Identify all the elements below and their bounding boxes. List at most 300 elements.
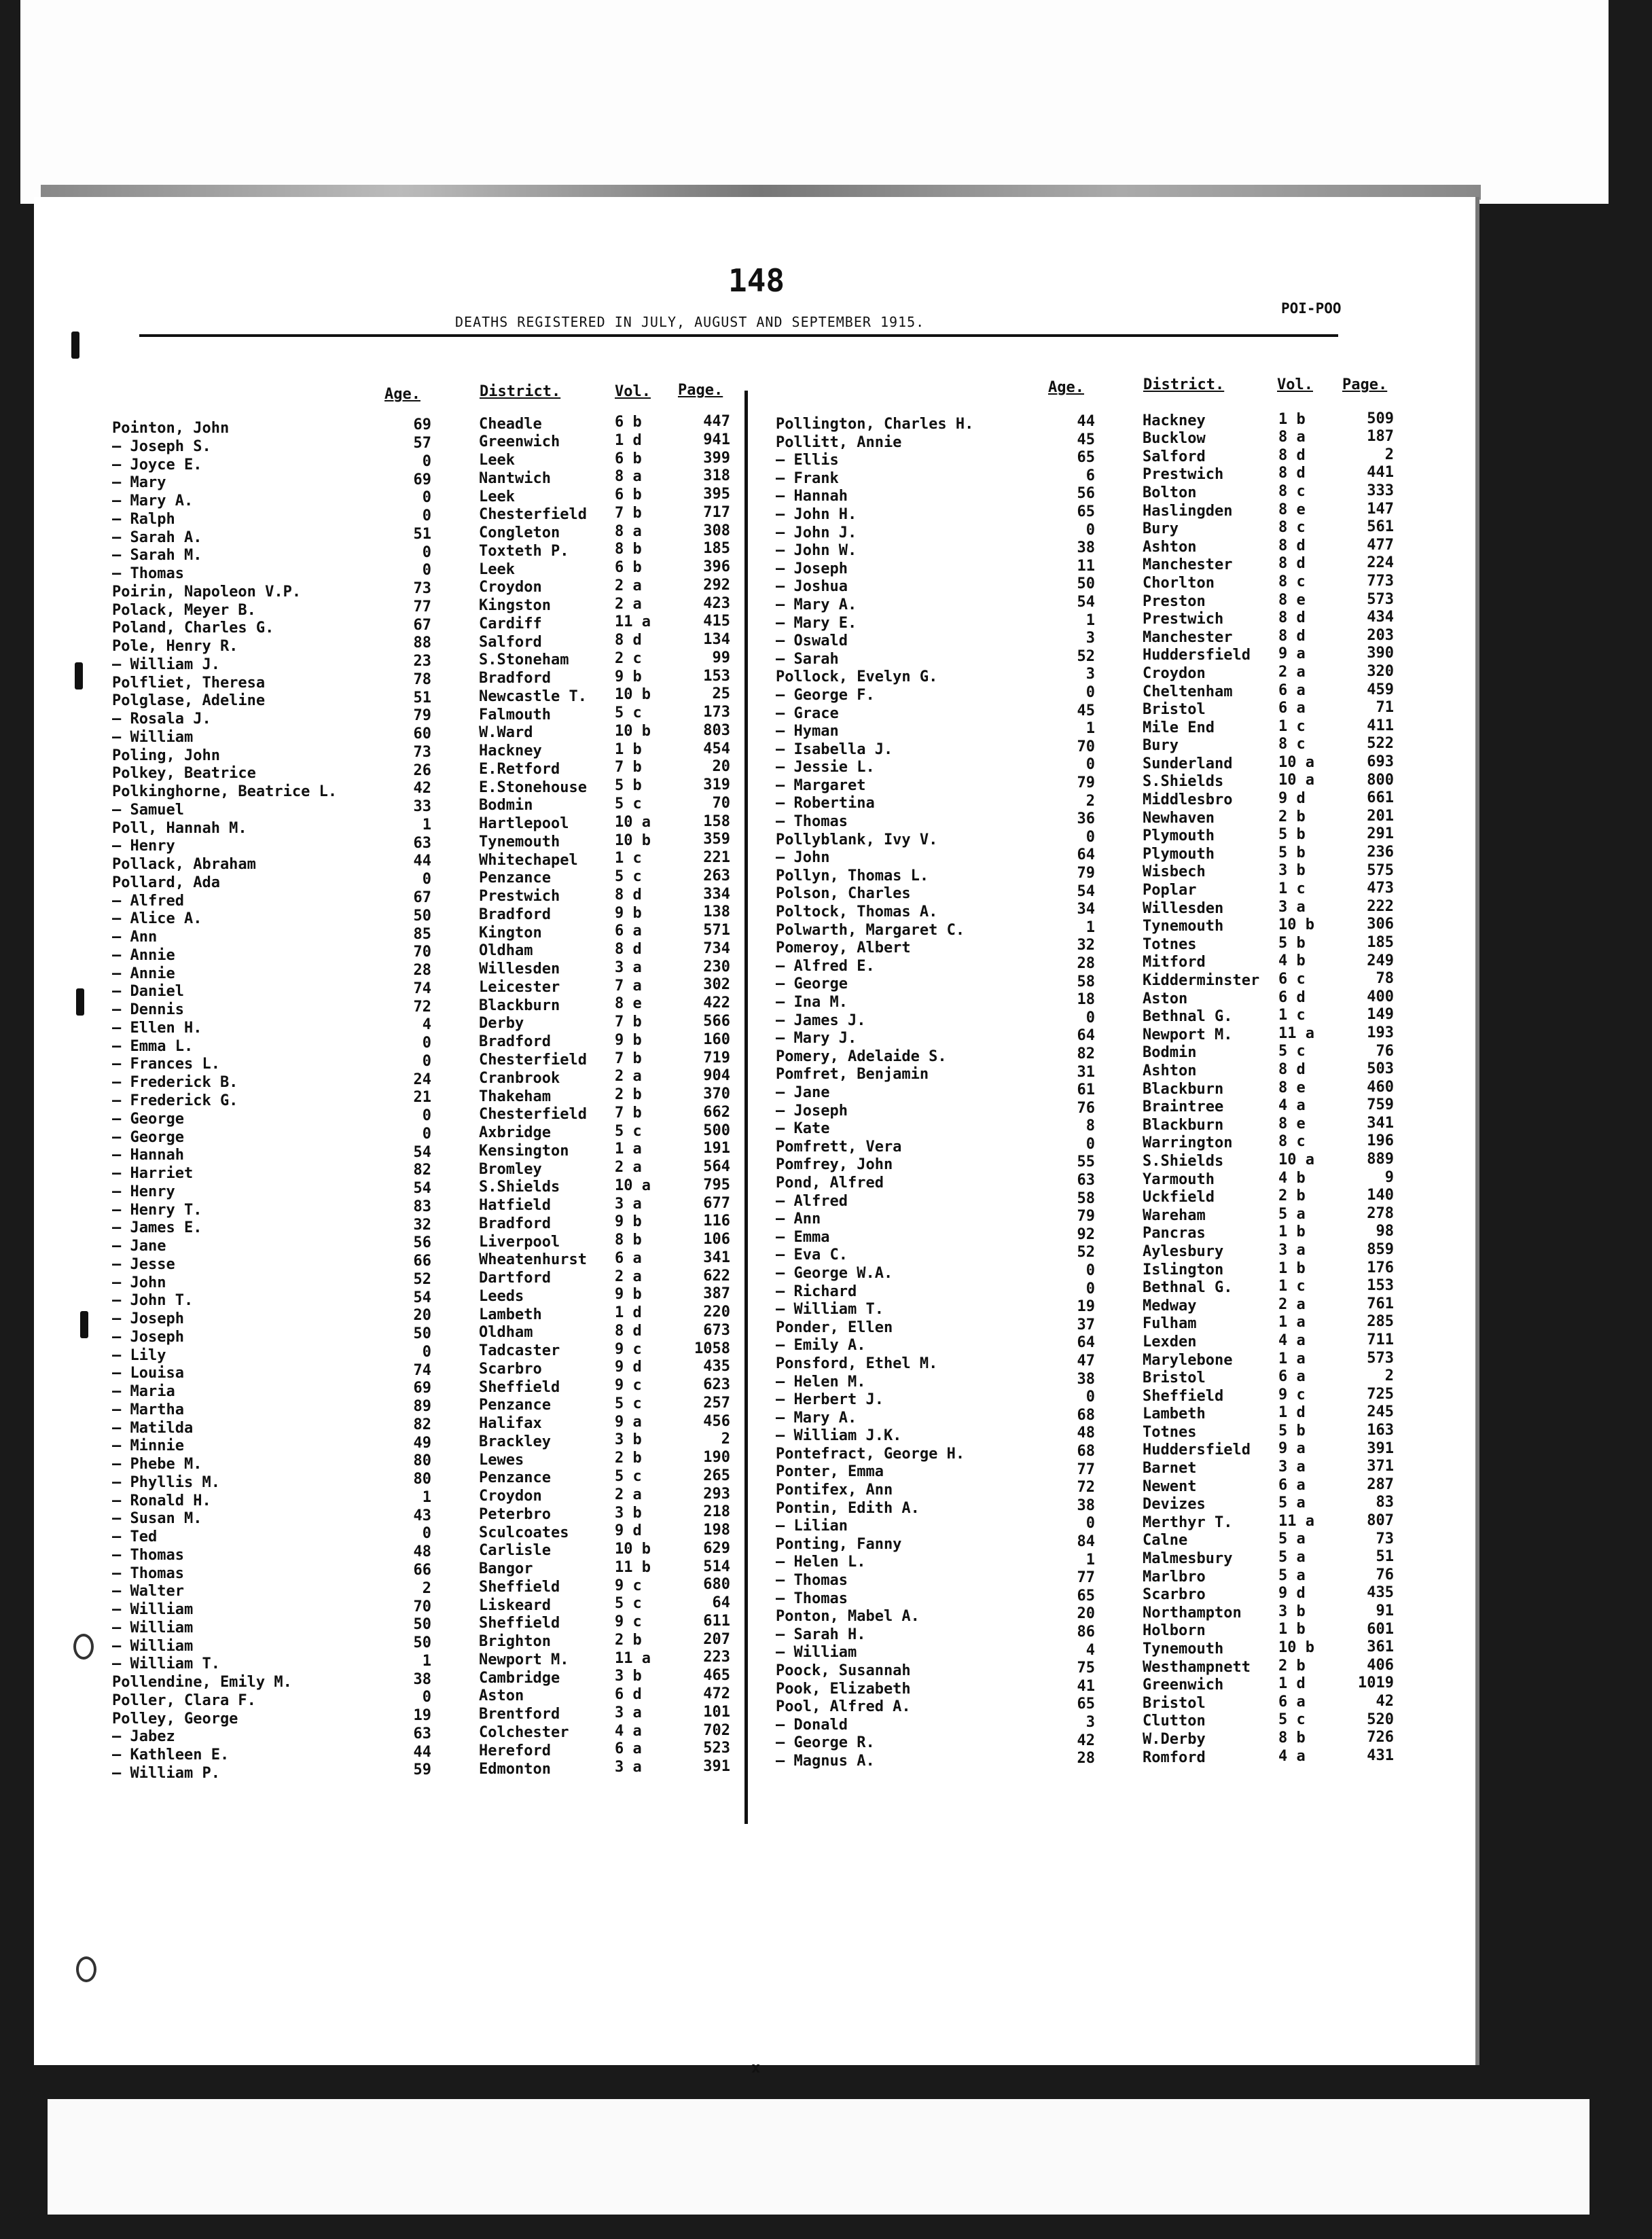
entry-district: Marlbro — [1143, 1568, 1206, 1586]
entry-page: 459 — [1367, 681, 1394, 698]
entry-age: 2 — [422, 1579, 431, 1597]
entry-vol: 5 a — [1278, 1566, 1306, 1584]
entry-age: 0 — [422, 507, 431, 525]
entry-vol: 6 a — [615, 1249, 642, 1267]
entry-age: 66 — [413, 1561, 431, 1579]
entry-district: Lambeth — [1143, 1405, 1206, 1423]
entry-district: Bromley — [479, 1160, 542, 1178]
entry-vol: 1 b — [1278, 410, 1306, 428]
binding-mark — [75, 662, 83, 689]
entry-district: Liskeard — [479, 1596, 551, 1614]
entry-vol: 1 d — [615, 1304, 642, 1322]
entry-district: Greenwich — [1143, 1677, 1224, 1694]
entry-age: 70 — [1077, 738, 1095, 755]
entry-vol: 6 c — [1278, 971, 1306, 988]
entry-page: 773 — [1367, 573, 1394, 590]
entry-age: 0 — [422, 1125, 431, 1143]
entry-vol: 9 d — [615, 1359, 642, 1376]
entry-name: — Emma — [776, 1228, 830, 1246]
entry-district: Ashton — [1143, 538, 1197, 556]
entry-page: 522 — [1367, 735, 1394, 753]
entry-district: Bristol — [1143, 1369, 1206, 1387]
entry-district: E.Stonehouse — [479, 778, 587, 796]
entry-age: 23 — [413, 653, 431, 670]
entry-district: Croydon — [1143, 664, 1206, 682]
entry-name: Pole, Henry R. — [112, 638, 238, 656]
entry-name: Poling, John — [112, 747, 220, 764]
entry-page: 761 — [1367, 1295, 1394, 1312]
entry-name: Polkey, Beatrice — [112, 765, 256, 783]
entry-district: Leeds — [479, 1287, 524, 1305]
entry-age: 54 — [413, 1143, 431, 1161]
entry-district: E.Retford — [479, 760, 560, 778]
entry-district: Bradford — [479, 670, 551, 687]
entry-page: 224 — [1367, 554, 1394, 572]
entry-page: 149 — [1367, 1006, 1394, 1024]
entry-district: Penzance — [479, 870, 551, 887]
entry-district: Devizes — [1143, 1496, 1206, 1513]
entry-vol: 1 c — [615, 850, 642, 867]
entry-age: 38 — [1077, 539, 1095, 557]
entry-name: — Ellis — [776, 452, 839, 469]
entry-age: 0 — [422, 1035, 431, 1052]
entry-name: — William — [112, 1619, 194, 1636]
entry-page: 734 — [703, 939, 730, 957]
entry-page: 361 — [1367, 1638, 1394, 1656]
entry-page: 431 — [1367, 1747, 1394, 1764]
entry-age: 18 — [1077, 991, 1095, 1009]
entry-district: Prestwich — [1143, 466, 1224, 484]
entry-page: 221 — [703, 849, 730, 867]
entry-age: 77 — [413, 598, 431, 615]
entry-name: Pond, Alfred — [776, 1174, 884, 1192]
entry-page: 51 — [1376, 1548, 1394, 1566]
entry-name: — Frederick B. — [112, 1074, 238, 1092]
page-title: DEATHS REGISTERED IN JULY, AUGUST AND SEPTEMBER 1915. — [455, 314, 925, 330]
entry-vol: 9 c — [1278, 1386, 1306, 1403]
entry-age: 45 — [1077, 702, 1095, 719]
entry-age: 74 — [413, 980, 431, 997]
entry-name: Pollyn, Thomas L. — [776, 867, 929, 884]
entry-district: Islington — [1143, 1261, 1224, 1278]
entry-vol: 3 a — [615, 1704, 642, 1721]
entry-age: 50 — [413, 1325, 431, 1343]
entry-page: 904 — [703, 1067, 730, 1085]
entry-name: — William J. — [112, 656, 220, 673]
entry-vol: 11 a — [1278, 1512, 1314, 1530]
entry-age: 70 — [413, 1598, 431, 1615]
entry-district: Totnes — [1143, 935, 1197, 953]
entry-age: 32 — [413, 1216, 431, 1234]
entry-page: 711 — [1367, 1331, 1394, 1349]
entry-district: Hereford — [479, 1742, 551, 1759]
entry-district: Kensington — [479, 1142, 569, 1160]
entry-age: 19 — [413, 1707, 431, 1725]
entry-district: Brighton — [479, 1633, 551, 1651]
entry-vol: 8 b — [1278, 1730, 1306, 1747]
entry-page: 702 — [703, 1721, 730, 1739]
entry-name: — John — [776, 849, 830, 867]
entry-name: Poland, Charles G. — [112, 620, 274, 637]
entry-name: — Sarah — [776, 650, 839, 668]
entry-district: Aston — [479, 1687, 524, 1705]
entry-page: 477 — [1367, 536, 1394, 554]
entry-district: Huddersfield — [1143, 1441, 1251, 1459]
entry-page: 140 — [1367, 1187, 1394, 1204]
entry-vol: 8 c — [1278, 573, 1306, 590]
entry-age: 0 — [1085, 684, 1095, 702]
entry-district: Newport M. — [1143, 1026, 1233, 1043]
entry-name: — Minnie — [112, 1437, 184, 1455]
entry-age: 79 — [1077, 1208, 1095, 1225]
entry-age: 63 — [413, 834, 431, 852]
entry-page: 395 — [703, 486, 730, 503]
entry-page: 341 — [1367, 1114, 1394, 1132]
entry-district: Cheadle — [479, 415, 542, 433]
entry-district: Bradford — [479, 906, 551, 923]
entry-name: — Magnus A. — [776, 1753, 875, 1770]
entry-district: Brackley — [479, 1433, 551, 1450]
entry-page: 406 — [1367, 1656, 1394, 1674]
entry-age: 58 — [1077, 973, 1095, 990]
entry-name: — Joyce E. — [112, 456, 202, 473]
entry-age: 58 — [1077, 1189, 1095, 1207]
entry-name: Pollard, Ada — [112, 874, 220, 891]
entry-name: Pomeroy, Albert — [776, 939, 911, 957]
entry-name: — Henry — [112, 1183, 175, 1200]
entry-name: — James J. — [776, 1011, 866, 1029]
footer-mark: x — [751, 2060, 761, 2077]
entry-vol: 10 a — [1278, 1151, 1314, 1168]
entry-age: 50 — [413, 1634, 431, 1652]
punch-hole — [76, 1956, 96, 1982]
entry-age: 79 — [413, 707, 431, 725]
entry-name: — George — [776, 975, 848, 993]
entry-name: — Alice A. — [112, 910, 202, 928]
entry-vol: 9 c — [615, 1613, 642, 1631]
entry-vol: 5 a — [1278, 1549, 1306, 1566]
entry-page: 173 — [703, 704, 730, 721]
entry-district: Huddersfield — [1143, 647, 1251, 664]
entry-page: 222 — [1367, 897, 1394, 915]
entry-name: Pomfrett, Vera — [776, 1138, 902, 1156]
entry-age: 73 — [413, 580, 431, 598]
entry-name: Pook, Elizabeth — [776, 1680, 911, 1698]
entry-name: — William — [112, 1637, 194, 1655]
entry-age: 0 — [422, 1689, 431, 1706]
entry-name: — Jessie L. — [776, 759, 875, 776]
entry-district: Newport M. — [479, 1651, 569, 1668]
entry-name: — Kathleen E. — [112, 1747, 230, 1764]
entry-age: 4 — [422, 1016, 431, 1034]
entry-age: 54 — [413, 1289, 431, 1306]
entry-page: 693 — [1367, 753, 1394, 770]
entry-vol: 2 b — [615, 1450, 642, 1467]
entry-vol: 9 b — [615, 668, 642, 685]
entry-vol: 3 a — [615, 1759, 642, 1776]
entry-vol: 2 a — [615, 1486, 642, 1503]
entry-vol: 6 a — [1278, 700, 1306, 717]
entry-page: 623 — [703, 1376, 730, 1394]
entry-page: 25 — [712, 685, 730, 703]
entry-vol: 9 a — [615, 1413, 642, 1431]
entry-vol: 6 a — [1278, 1693, 1306, 1710]
entry-age: 70 — [413, 944, 431, 961]
entry-name: Polack, Meyer B. — [112, 601, 256, 619]
entry-district: Wareham — [1143, 1206, 1206, 1224]
entry-vol: 1 b — [1278, 1223, 1306, 1241]
entry-age: 44 — [1077, 413, 1095, 431]
entry-vol: 8 d — [1278, 1061, 1306, 1078]
entry-district: S.Shields — [1143, 773, 1224, 791]
entry-vol: 2 a — [615, 577, 642, 594]
entry-page: 42 — [1376, 1692, 1394, 1710]
entry-name: — Ann — [776, 1211, 821, 1228]
entry-page: 203 — [1367, 626, 1394, 644]
entry-age: 38 — [1077, 1497, 1095, 1514]
entry-district: Lambeth — [479, 1306, 542, 1323]
entry-page: 411 — [1367, 717, 1394, 734]
entry-district: Plymouth — [1143, 845, 1215, 863]
entry-district: Bradford — [479, 1033, 551, 1051]
entry-name: — Joseph — [776, 1102, 848, 1120]
entry-name: Pollington, Charles H. — [776, 416, 974, 433]
entry-name: — Lily — [112, 1346, 166, 1364]
entry-name: — John H. — [776, 505, 857, 523]
entry-age: 50 — [413, 907, 431, 925]
entry-page: 859 — [1367, 1241, 1394, 1259]
entry-district: Newent — [1143, 1477, 1197, 1495]
entry-page: 807 — [1367, 1511, 1394, 1529]
entry-district: Oldham — [479, 1324, 533, 1342]
entry-name: — John W. — [776, 542, 857, 560]
entry-vol: 2 a — [615, 595, 642, 613]
entry-page: 800 — [1367, 771, 1394, 789]
entry-age: 52 — [1077, 647, 1095, 665]
entry-page: 509 — [1367, 410, 1394, 427]
entry-name: — Thomas — [776, 1572, 848, 1590]
entry-name: — Walter — [112, 1583, 184, 1600]
entry-vol: 7 b — [615, 1014, 642, 1031]
entry-vol: 10 b — [615, 686, 651, 704]
entry-name: Poirin, Napoleon V.P. — [112, 583, 302, 601]
entry-district: W.Ward — [479, 724, 533, 742]
entry-page: 447 — [703, 413, 730, 431]
entry-district: Blackburn — [1143, 1116, 1224, 1134]
entry-vol: 8 e — [1278, 591, 1306, 609]
entry-vol: 3 a — [1278, 1241, 1306, 1259]
entry-name: — Hannah — [776, 488, 848, 505]
entry-age: 1 — [1085, 611, 1095, 629]
entry-vol: 5 c — [615, 1395, 642, 1412]
entry-page: 415 — [703, 613, 730, 630]
entry-page: 435 — [703, 1358, 730, 1376]
entry-district: Bangor — [479, 1560, 533, 1578]
entry-page: 2 — [1384, 1367, 1394, 1385]
entry-name: Polwarth, Margaret C. — [776, 921, 965, 939]
entry-district: Kingston — [479, 597, 551, 615]
entry-name: — Jesse — [112, 1255, 175, 1273]
entry-vol: 4 a — [1278, 1747, 1306, 1765]
entry-district: Hatfield — [479, 1197, 551, 1215]
entry-vol: 3 a — [1278, 1458, 1306, 1476]
entry-name: — Eva C. — [776, 1247, 848, 1264]
entry-district: Plymouth — [1143, 827, 1215, 845]
entry-vol: 9 c — [615, 1377, 642, 1395]
entry-page: 371 — [1367, 1458, 1394, 1475]
entry-vol: 8 b — [615, 1232, 642, 1249]
entry-vol: 1 a — [1278, 1350, 1306, 1367]
entry-district: Liverpool — [479, 1233, 560, 1251]
entry-name: — Emma L. — [112, 1037, 194, 1055]
entry-name: — Helen M. — [776, 1373, 866, 1391]
entry-page: 187 — [1367, 428, 1394, 446]
entry-age: 28 — [1077, 1750, 1095, 1768]
entry-page: 91 — [1376, 1602, 1394, 1619]
entry-vol: 6 a — [615, 923, 642, 940]
entry-name: — Joshua — [776, 578, 848, 596]
entry-age: 85 — [413, 925, 431, 943]
entry-district: Pancras — [1143, 1225, 1206, 1242]
entry-name: Ponder, Ellen — [776, 1319, 893, 1336]
entry-vol: 8 a — [615, 468, 642, 486]
entry-age: 0 — [422, 871, 431, 889]
entry-vol: 7 b — [615, 759, 642, 776]
entry-age: 48 — [413, 1543, 431, 1561]
entry-page: 257 — [703, 1394, 730, 1412]
entry-vol: 4 b — [1278, 952, 1306, 970]
entry-vol: 5 a — [1278, 1530, 1306, 1548]
entry-district: Tynemouth — [1143, 918, 1224, 935]
entry-page: 78 — [1376, 970, 1394, 988]
entry-page: 73 — [1376, 1530, 1394, 1547]
entry-page: 138 — [703, 903, 730, 921]
entry-name: — Harriet — [112, 1165, 194, 1183]
entry-district: Manchester — [1143, 628, 1233, 646]
entry-age: 1 — [422, 1652, 431, 1670]
entry-age: 0 — [422, 1525, 431, 1543]
column-header-age: Age. — [1048, 379, 1084, 396]
entry-name: — Mary A. — [776, 1409, 857, 1427]
entry-vol: 7 a — [615, 977, 642, 995]
entry-age: 64 — [1077, 1334, 1095, 1352]
entry-name: Pool, Alfred A. — [776, 1698, 911, 1716]
entry-age: 31 — [1077, 1063, 1095, 1081]
entry-page: 520 — [1367, 1710, 1394, 1728]
entry-district: Poplar — [1143, 882, 1197, 899]
entry-vol: 5 b — [615, 777, 642, 795]
entry-age: 0 — [422, 489, 431, 507]
entry-district: Newhaven — [1143, 809, 1215, 827]
entry-page: 423 — [703, 594, 730, 612]
entry-district: Edmonton — [479, 1760, 551, 1778]
entry-name: — Thomas — [112, 1564, 184, 1582]
entry-page: 460 — [1367, 1078, 1394, 1096]
entry-age: 1 — [1085, 720, 1095, 738]
entry-vol: 2 b — [1278, 808, 1306, 825]
entry-vol: 3 b — [615, 1504, 642, 1522]
entry-vol: 1 c — [1278, 1007, 1306, 1024]
entry-name: — Joseph — [112, 1310, 184, 1328]
entry-vol: 10 a — [1278, 772, 1314, 789]
entry-vol: 9 c — [615, 1577, 642, 1594]
entry-age: 52 — [1077, 1244, 1095, 1261]
entry-vol: 5 b — [1278, 826, 1306, 844]
entry-district: Cardiff — [479, 615, 542, 632]
entry-vol: 4 b — [1278, 1169, 1306, 1187]
entry-vol: 5 c — [615, 868, 642, 886]
entry-age: 0 — [1085, 1280, 1095, 1297]
entry-district: Axbridge — [479, 1124, 551, 1142]
entry-name: Pontifex, Ann — [776, 1482, 893, 1499]
entry-page: 218 — [703, 1503, 730, 1521]
entry-district: Aylesbury — [1143, 1242, 1224, 1260]
entry-age: 3 — [1085, 666, 1095, 683]
entry-vol: 6 b — [615, 414, 642, 431]
entry-name: — Ann — [112, 929, 158, 946]
entry-name: — Thomas — [776, 813, 848, 831]
entry-district: Bristol — [1143, 1694, 1206, 1712]
entry-district: Oldham — [479, 942, 533, 960]
entry-district: Bury — [1143, 520, 1179, 538]
entry-district: Wheatenhurst — [479, 1251, 587, 1269]
entry-page: 70 — [712, 794, 730, 812]
entry-age: 36 — [1077, 810, 1095, 828]
entry-age: 65 — [1077, 1696, 1095, 1713]
entry-age: 47 — [1077, 1353, 1095, 1370]
entry-name: Pontin, Edith A. — [776, 1499, 920, 1517]
column-header-page: Page. — [1342, 376, 1388, 393]
entry-name: Pomery, Adelaide S. — [776, 1047, 947, 1065]
entry-vol: 1 c — [1278, 880, 1306, 898]
entry-vol: 3 a — [615, 959, 642, 976]
entry-district: Middlesbro — [1143, 791, 1233, 809]
entry-district: Halifax — [479, 1415, 542, 1433]
entry-vol: 1 a — [1278, 1314, 1306, 1331]
entry-district: Chorlton — [1143, 574, 1215, 592]
entry-vol: 5 c — [615, 1468, 642, 1485]
entry-vol: 8 d — [1278, 555, 1306, 573]
entry-vol: 8 e — [1278, 1079, 1306, 1096]
entry-district: Braintree — [1143, 1098, 1224, 1116]
entry-page: 717 — [703, 503, 730, 521]
entry-district: Bristol — [1143, 701, 1206, 719]
entry-age: 0 — [1085, 1135, 1095, 1153]
entry-vol: 8 d — [1278, 627, 1306, 645]
entry-district: Blackburn — [479, 997, 560, 1014]
entry-age: 0 — [422, 1107, 431, 1125]
entry-vol: 5 b — [1278, 1422, 1306, 1439]
entry-age: 63 — [413, 1725, 431, 1742]
entry-name: — Rosala J. — [112, 711, 211, 728]
entry-name: — Jane — [112, 1238, 166, 1255]
column-header-district: District. — [1143, 376, 1225, 393]
entry-age: 57 — [413, 435, 431, 452]
entry-name: — Sarah H. — [776, 1626, 866, 1643]
entry-district: Sunderland — [1143, 755, 1233, 772]
entry-vol: 2 b — [1278, 1187, 1306, 1205]
entry-page: 193 — [1367, 1024, 1394, 1041]
entry-name: — Mary A. — [776, 596, 857, 613]
entry-age: 79 — [1077, 774, 1095, 791]
entry-vol: 2 a — [1278, 1295, 1306, 1313]
entry-name: Pollyblank, Ivy V. — [776, 831, 938, 848]
entry-name: Poock, Susannah — [776, 1662, 911, 1680]
entry-age: 0 — [422, 1343, 431, 1361]
entry-page: 561 — [1367, 518, 1394, 536]
entry-age: 68 — [1077, 1406, 1095, 1424]
entry-age: 45 — [1077, 431, 1095, 448]
